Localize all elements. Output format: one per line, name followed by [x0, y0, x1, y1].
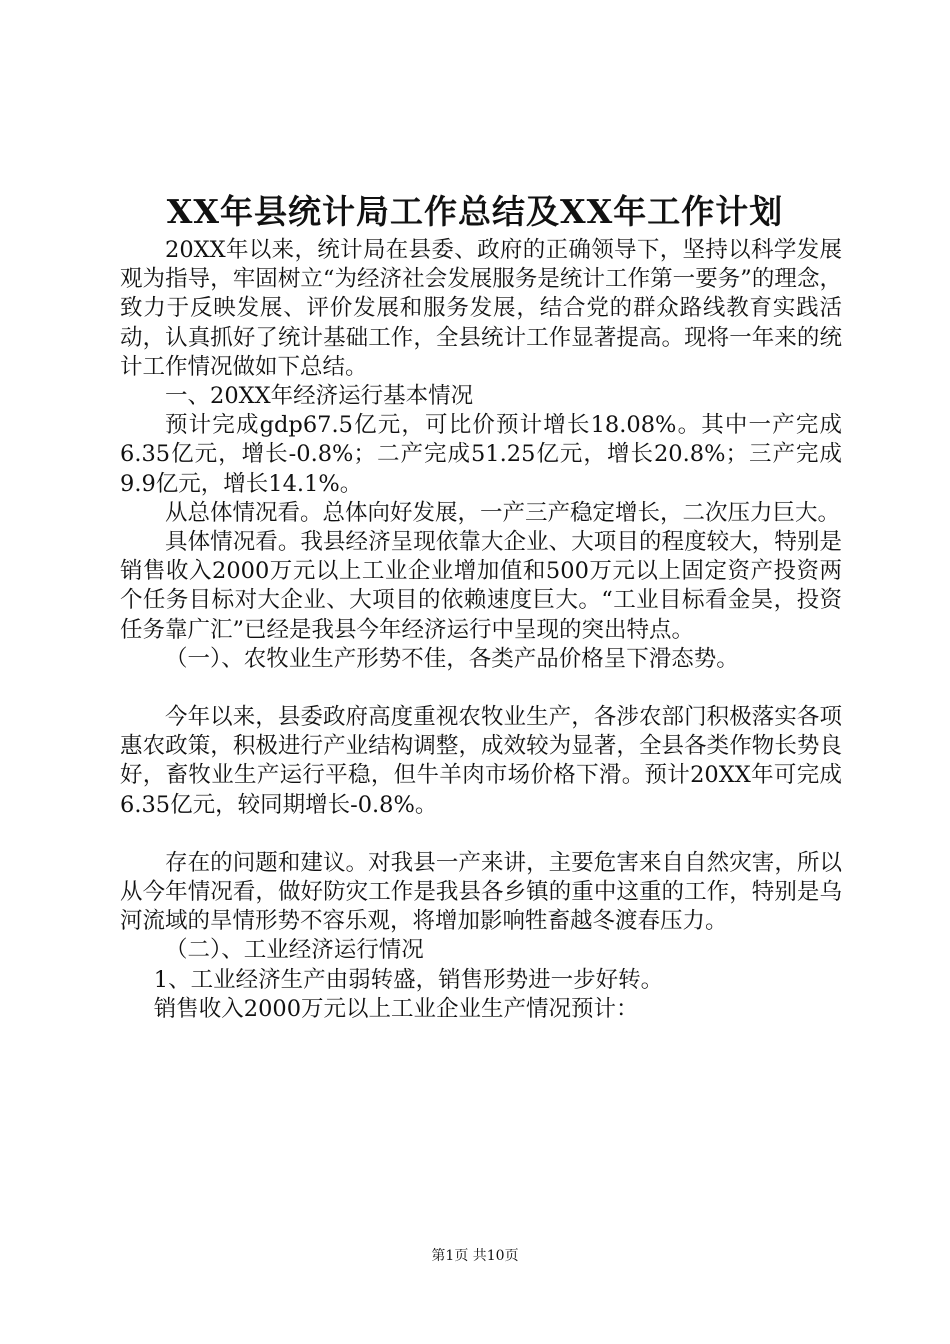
paragraph-specific: 具体情况看。我县经济呈现依靠大企业、大项目的程度较大，特别是销售收入2000万元以上工业企业增加值和500万元以上固定资产投资两个任务目标对大企业、大项目的依赖速度巨大。“工业目标看金昊，投资任务靠广汇”已经是我县今年经济运行中呈现的突出特点。 — [120, 529, 842, 643]
blank-line — [120, 674, 842, 703]
paragraph-agriculture: 今年以来，县委政府高度重视农牧业生产，各涉农部门积极落实各项惠农政策，积极进行产业结构调整，成效较为显著，全县各类作物长势良好，畜牧业生产运行平稳，但牛羊肉市场价格下滑。预计20XX年可完成6.35亿元，较同期增长-0.8%。 — [120, 704, 842, 818]
blank-line — [120, 820, 842, 849]
paragraph-industry-1: 1、工业经济生产由弱转盛，销售形势进一步好转。 — [153, 966, 664, 993]
paragraph-industry-2: 销售收入2000万元以上工业企业生产情况预计： — [153, 995, 639, 1022]
paragraph-problems: 存在的问题和建议。对我县一产来讲，主要危害来自自然灾害，所以从今年情况看，做好防灾工作是我县各乡镇的重中这重的工作，特别是乌河流域的旱情形势不容乐观，将增加影响牲畜越冬渡春压力。 — [120, 849, 842, 935]
paragraph-intro: 20XX年以来，统计局在县委、政府的正确领导下，坚持以科学发展观为指导，牢固树立“为经济社会发展服务是统计工作第一要务”的理念，致力于反映发展、评价发展和服务发展，结合党的群众路线教育实践活动，认真抓好了统计基础工作，全县统计工作显著提高。现将一年来的统计工作情况做如下总结。 — [120, 237, 842, 380]
paragraph-overall: 从总体情况看。总体向好发展，一产三产稳定增长，二次压力巨大。 — [165, 499, 841, 526]
document-title: XX年县统计局工作总结及XX年工作计划 — [166, 192, 784, 231]
section-heading-1: 一、20XX年经济运行基本情况 — [165, 383, 474, 410]
document-body — [120, 236, 842, 1024]
paragraph-gdp: 预计完成gdp67.5亿元，可比价预计增长18.08%。其中一产完成6.35亿元，增长-0.8%；二产完成51.25亿元，增长20.8%；三产完成9.9亿元，增长14.1%。 — [120, 412, 842, 497]
page-footer: 第1页 共10页 — [431, 1248, 519, 1264]
subsection-heading-1: （一）、农牧业生产形势不佳，各类产品价格呈下滑态势。 — [165, 645, 739, 672]
subsection-heading-2: （二）、工业经济运行情况 — [165, 937, 424, 964]
